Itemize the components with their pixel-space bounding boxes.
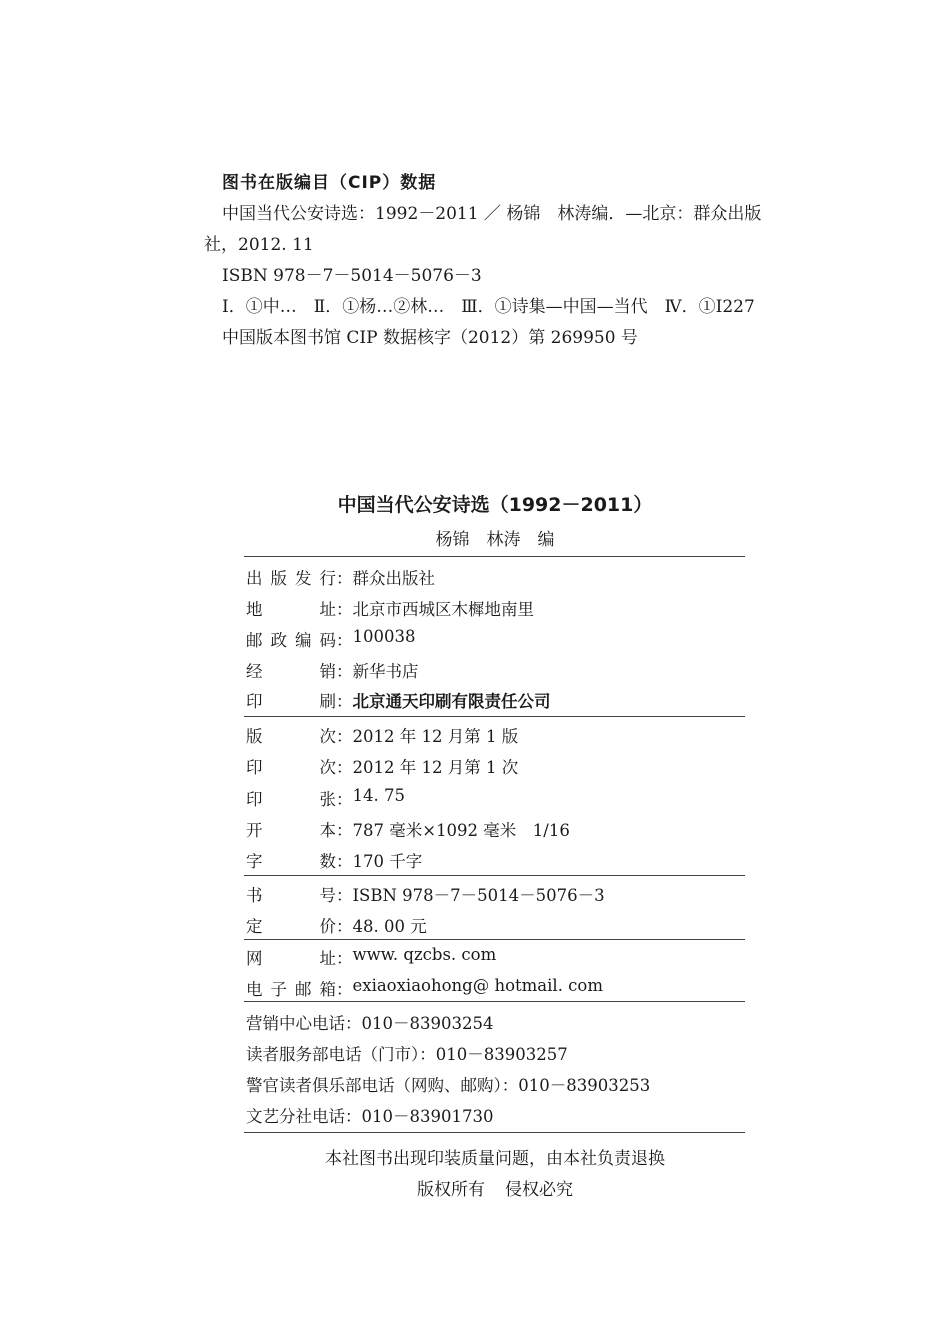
row-label: 网址: [246, 949, 336, 968]
piracy-text: 侵权必究: [505, 1180, 573, 1200]
book-title: 中国当代公安诗选（1992－2011）: [337, 494, 653, 516]
row-value: ISBN 978－7－5014－5076－3: [352, 886, 605, 905]
row-label: 书号: [246, 886, 336, 905]
row-value: 群众出版社: [352, 569, 435, 588]
book-editors: 杨锦 林涛 编: [435, 530, 555, 550]
imprint-row-edition: [246, 723, 518, 747]
row-label: 地址: [246, 600, 336, 619]
row-label: 经销: [246, 662, 336, 681]
row-value: 170 千字: [352, 852, 423, 871]
divider: [244, 1132, 745, 1133]
row-label: 版次: [246, 727, 336, 746]
cip-line-isbn: ISBN 978－7－5014－5076－3: [222, 266, 482, 286]
row-colon: ：: [336, 727, 353, 746]
divider: [244, 716, 745, 717]
imprint-row-sheets: [246, 786, 405, 810]
row-label: 定价: [246, 917, 336, 936]
imprint-row-email: [246, 976, 603, 1000]
cip-line-data-number: 中国版本图书馆 CIP 数据核字（2012）第 269950 号: [222, 328, 638, 348]
row-colon: ：: [336, 852, 353, 871]
imprint-row-postcode: [246, 627, 416, 651]
row-value: 2012 年 12 月第 1 次: [352, 758, 519, 777]
row-colon: ：: [336, 600, 353, 619]
row-label: 出版发行: [246, 569, 336, 588]
phone-marketing: 营销中心电话：010－83903254: [246, 1014, 494, 1033]
cip-line-2: 社，2012. 11: [204, 235, 314, 255]
row-colon: ：: [336, 821, 353, 840]
row-value: 48. 00 元: [352, 917, 427, 936]
cip-line-classification: Ⅰ．①中… Ⅱ．①杨…②林… Ⅲ．①诗集—中国—当代 Ⅳ．①I227: [222, 297, 755, 317]
row-colon: ：: [336, 569, 353, 588]
row-label: 印刷: [246, 692, 336, 711]
divider: [244, 1001, 745, 1002]
row-label: 印次: [246, 758, 336, 777]
quality-notice: 本社图书出现印装质量问题，由本社负责退换: [325, 1149, 665, 1169]
row-value: exiaoxiaohong@ hotmail. com: [352, 976, 604, 995]
imprint-row-publisher: [246, 565, 435, 589]
cip-heading: 图书在版编目（CIP）数据: [222, 173, 437, 193]
row-colon: ：: [336, 692, 353, 711]
row-colon: ：: [336, 886, 353, 905]
divider: [244, 875, 745, 876]
phone-literature-branch: 文艺分社电话：010－83901730: [246, 1107, 494, 1126]
row-colon: ：: [336, 917, 353, 936]
row-value: 北京通天印刷有限责任公司: [352, 692, 551, 711]
row-colon: ：: [336, 631, 353, 650]
row-value: www. qzcbs. com: [352, 945, 497, 964]
row-colon: ：: [336, 949, 353, 968]
row-colon: ：: [336, 662, 353, 681]
imprint-row-printer: [246, 688, 551, 712]
row-colon: ：: [336, 758, 353, 777]
imprint-row-address: [246, 596, 534, 620]
imprint-row-price: [246, 913, 427, 937]
row-label: 开本: [246, 821, 336, 840]
row-value: 2012 年 12 月第 1 版: [352, 727, 519, 746]
row-colon: ：: [336, 790, 353, 809]
divider: [244, 939, 745, 940]
imprint-row-format: [246, 817, 570, 841]
cip-line-1: 中国当代公安诗选：1992－2011 ／ 杨锦 林涛编．—北京：群众出版: [222, 204, 762, 224]
imprint-row-distributor: [246, 658, 419, 682]
phone-reader-service: 读者服务部电话（门市）：010－83903257: [246, 1045, 568, 1064]
divider: [244, 556, 745, 557]
row-label: 电子邮箱: [246, 980, 336, 999]
imprint-row-isbn: [246, 882, 605, 906]
row-colon: ：: [336, 980, 353, 999]
imprint-row-website: [246, 945, 496, 969]
row-label: 印张: [246, 790, 336, 809]
row-value: 新华书店: [352, 662, 419, 681]
row-value: 787 毫米×1092 毫米 1/16: [352, 821, 570, 840]
phone-police-reader-club: 警官读者俱乐部电话（网购、邮购）：010－83903253: [246, 1076, 651, 1095]
imprint-row-wordcount: [246, 848, 422, 872]
copyright-notice: [0, 1175, 950, 1200]
copyright-text: 版权所有: [417, 1180, 485, 1200]
row-label: 字数: [246, 852, 336, 871]
row-value: 14. 75: [352, 786, 405, 805]
row-label: 邮政编码: [246, 631, 336, 650]
imprint-row-printing: [246, 754, 518, 778]
row-value: 100038: [352, 627, 416, 646]
row-value: 北京市西城区木樨地南里: [352, 600, 534, 619]
